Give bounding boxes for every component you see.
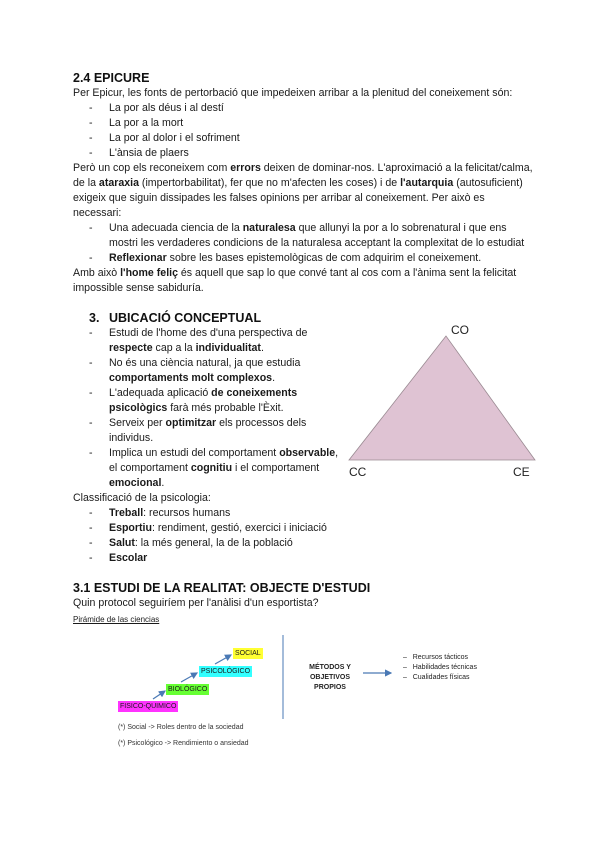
bold-run: optimitzar xyxy=(165,417,217,429)
section-ubicacio xyxy=(73,310,533,566)
triangle-shape xyxy=(349,336,535,460)
triangle-label-right: CE xyxy=(513,465,530,479)
section-title-estudi: 3.1 ESTUDI DE LA REALITAT: OBJECTE D'ESTUDI xyxy=(73,581,371,595)
list-item: - La por als déus i al destí xyxy=(109,101,533,116)
level-social: SOCIAL xyxy=(235,650,261,657)
text-run: (impertorbabilitat), fer que no m'afecten les coses) i de xyxy=(138,177,401,189)
triangle-svg xyxy=(345,318,545,479)
bold-run: l'home feliç xyxy=(120,267,178,279)
text-run: : rendiment, gestió, exercici i iniciació xyxy=(151,522,327,534)
pyramid-title: Pirámide de las ciencias xyxy=(73,615,160,624)
epicure-paragraph-3 xyxy=(73,266,533,296)
bold-run: Treball xyxy=(109,507,144,519)
bold-run: Esportiu xyxy=(109,522,152,534)
list-item xyxy=(109,416,344,446)
list-item xyxy=(109,251,533,266)
text-run: Serveix per xyxy=(109,417,166,429)
note-psicologico: (*) Psicológico -> Rendimiento o ansiedad xyxy=(118,740,249,747)
classif-list xyxy=(73,506,533,566)
bold-run: comportaments molt complexos xyxy=(109,372,273,384)
bold-run: l'autarquia xyxy=(400,177,454,189)
section-estudi xyxy=(73,580,533,747)
list-item xyxy=(109,326,344,356)
text-run: Implica un estudi del comportament xyxy=(109,447,280,459)
resources-list xyxy=(403,653,477,683)
resource-text: Recursos tácticos xyxy=(412,654,468,661)
bold-run: individualitat xyxy=(195,342,261,354)
bold-run: Salut xyxy=(109,537,135,549)
text-run: farà més probable l'Èxit. xyxy=(167,402,284,414)
bold-run: cognitiu xyxy=(190,462,233,474)
text-run: sobre les bases epistemològicas de com adquirim el coneixement. xyxy=(166,252,482,264)
text-run: Però un cop els reconeixem com xyxy=(73,162,231,174)
metodos-label xyxy=(295,663,365,693)
arrow-up-2 xyxy=(181,673,197,682)
list-item: – Cualidades físicas xyxy=(403,674,470,681)
metodos-line: OBJETIVOS PROPIOS xyxy=(309,674,351,691)
level-fisico-quimico: FISICO-QUIMICO xyxy=(120,703,177,710)
text-run: és aquell que sap lo que convé tant al cos com a l'ànima sent la felicitat impossible sense sabiduría. xyxy=(73,267,517,294)
text-run: Amb això xyxy=(73,267,121,279)
list-item: - La por al dolor i el sofriment xyxy=(109,131,533,146)
list-item xyxy=(109,536,533,551)
arrow-up-1 xyxy=(153,691,165,699)
list-item: - La por a la mort xyxy=(109,116,533,131)
level-biologico: BIOLÓGICO xyxy=(168,686,208,693)
list-item xyxy=(109,356,344,386)
text-run: deixen de dominar-nos. L'aproximació a la felicitat/calma, de la xyxy=(73,162,533,189)
text-run: L'adequada aplicació xyxy=(109,387,212,399)
list-item: – Habilidades técnicas xyxy=(403,664,477,671)
text-run: (autosuficient) exigeix que siguin dissipades les falses opinions per arribar al coneixement. Per això es necessari: xyxy=(73,177,523,219)
bold-run: ataraxia xyxy=(98,177,139,189)
note-social: (*) Social -> Roles dentro de la sociedad xyxy=(118,724,244,731)
text-run: : recursos humans xyxy=(143,507,231,519)
text-run: . xyxy=(161,477,165,489)
section-title-epicure: 2.4 EPICURE xyxy=(73,71,150,85)
list-item xyxy=(109,551,533,566)
text-run: i el comportament xyxy=(232,462,320,474)
arrow-up-3 xyxy=(215,655,231,664)
bold-run: Escolar xyxy=(109,552,148,564)
bold-run: Reflexionar xyxy=(109,252,167,264)
needs-list xyxy=(73,221,533,266)
level-psicologico: PSICOLÓGICO xyxy=(201,668,251,675)
text-run: cap a la xyxy=(152,342,196,354)
bold-run: de coneixements psicològics xyxy=(109,387,298,414)
bold-run: emocional xyxy=(109,477,162,489)
list-item xyxy=(109,446,344,491)
bold-run: observable xyxy=(279,447,336,459)
ubicacio-list xyxy=(73,326,344,491)
text-run: Estudi de l'home des d'una perspectiva de xyxy=(109,327,308,339)
epicure-intro: Per Epicur, les fonts de pertorbació que impedeixen arribar a la plenitud del coneixement són: xyxy=(73,87,513,99)
list-item: - L'ànsia de plaers xyxy=(109,146,533,161)
list-item xyxy=(109,221,533,251)
text-run: . xyxy=(260,342,264,354)
triangle-label-left: CC xyxy=(349,465,367,479)
list-item xyxy=(109,521,533,536)
text-run: . xyxy=(272,372,276,384)
resource-text: Cualidades físicas xyxy=(412,674,470,681)
list-item xyxy=(109,506,533,521)
document-page xyxy=(73,70,533,747)
text-run: els processos dels individus. xyxy=(109,417,307,444)
text-run: Una adecuada ciencia de la xyxy=(109,222,243,234)
list-item xyxy=(109,386,344,416)
fears-list xyxy=(73,101,533,161)
text-run: , el comportament xyxy=(109,447,339,474)
bold-run: respecte xyxy=(109,342,153,354)
list-item: – Recursos tácticos xyxy=(403,654,468,661)
text-run: que allunyi la por a lo sobrenatural i que ens mostri les verdaderes condicions de la naturalesa acceptant la complexitat de lo estudiat xyxy=(109,222,525,249)
estudi-question: Quin protocol seguiríem per l'anàlisi d'un esportista? xyxy=(73,597,319,609)
bold-run: errors xyxy=(230,162,261,174)
epicure-paragraph-2 xyxy=(73,161,533,221)
section-number: 3. xyxy=(89,311,100,325)
triangle-label-top: CO xyxy=(451,323,469,337)
bold-run: naturalesa xyxy=(242,222,296,234)
classif-title: Classificació de la psicologia: xyxy=(73,492,211,504)
text-run: No és una ciència natural, ja que estudia xyxy=(109,357,301,369)
triangle-diagram xyxy=(345,318,545,479)
text-run: : la més general, la de la població xyxy=(134,537,293,549)
metodos-line: MÉTODOS Y xyxy=(309,664,351,671)
pyramid-figure xyxy=(73,627,533,747)
section-title-text: UBICACIÓ CONCEPTUAL xyxy=(109,311,262,325)
resource-text: Habilidades técnicas xyxy=(412,664,477,671)
